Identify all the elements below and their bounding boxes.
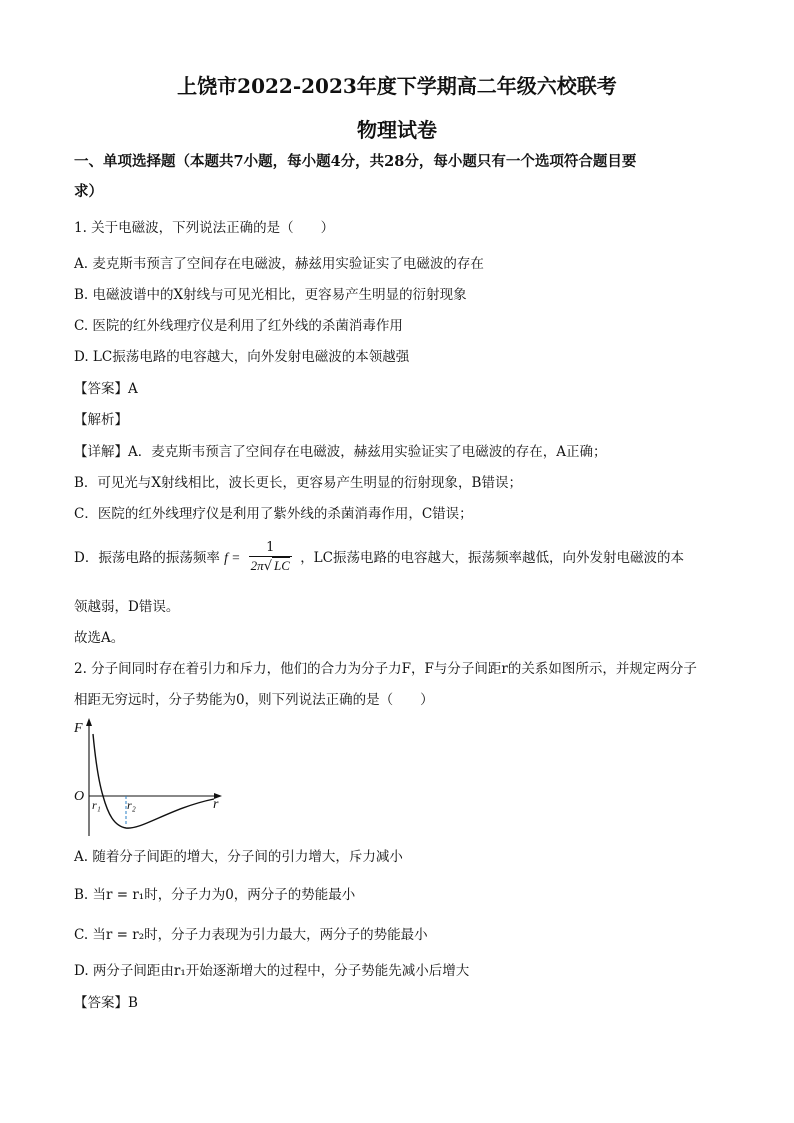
q1-answer — [74, 380, 138, 398]
formula-lhs: f = — [224, 550, 241, 565]
q1-conclusion: 故选A。 — [74, 630, 125, 646]
label-o: O — [74, 789, 85, 804]
detail-label: 【详解】 — [74, 444, 128, 460]
q1-option-b: B. 电磁波谱中的X射线与可见光相比，更容易产生明显的衍射现象 — [74, 287, 467, 303]
answer-label: 【答案】 — [74, 381, 128, 397]
q1-detail-a — [74, 443, 607, 461]
detail-a-text: A．麦克斯韦预言了空间存在电磁波，赫兹用实验证实了电磁波的存在，A正确； — [128, 444, 607, 460]
force-curve — [93, 734, 214, 828]
detail-d-post: ，LC振荡电路的电容越大，振荡频率越低，向外发射电磁波的本 — [300, 550, 684, 566]
formula-den-sqrt: LC — [273, 558, 290, 573]
q1-detail-d — [74, 540, 684, 576]
label-r2: r₂ — [127, 798, 136, 812]
exam-subtitle: 物理试卷 — [357, 118, 437, 142]
answer-label: 【答案】 — [74, 995, 128, 1011]
q1-detail-d-cont: 领越弱，D错误。 — [74, 599, 180, 615]
q1-option-a: A. 麦克斯韦预言了空间存在电磁波，赫兹用实验证实了电磁波的存在 — [74, 256, 484, 272]
formula-numerator: 1 — [249, 540, 292, 557]
answer-value: B — [128, 995, 138, 1011]
label-r: r — [213, 797, 219, 812]
q1-stem: 1. 关于电磁波，下列说法正确的是（ ） — [74, 220, 335, 236]
force-distance-figure — [70, 716, 230, 840]
section-heading-line2: 求） — [74, 183, 103, 200]
label-f: F — [74, 721, 83, 736]
q1-detail-c: C．医院的红外线理疗仪是利用了紫外线的杀菌消毒作用，C错误； — [74, 506, 473, 522]
q1-detail-b: B．可见光与X射线相比，波长更长，更容易产生明显的衍射现象，B错误； — [74, 475, 522, 491]
q2-stem-line2: 相距无穷远时，分子势能为0，则下列说法正确的是（ ） — [74, 692, 434, 708]
q2-answer — [74, 994, 138, 1012]
q2-option-a: A. 随着分子间距的增大，分子间的引力增大，斥力减小 — [74, 849, 403, 865]
f-axis-arrow — [86, 718, 92, 726]
formula-fraction — [249, 540, 292, 576]
section-heading-line1: 一、单项选择题（本题共7小题，每小题4分，共28分，每小题只有一个选项符合题目要 — [74, 153, 637, 170]
q2-stem-line1: 2. 分子间同时存在着引力和斥力，他们的合力为分子力F，F与分子间距r的关系如图所示，并规定两分子 — [74, 661, 697, 677]
detail-d-pre: D．振荡电路的振荡频率 — [74, 550, 220, 566]
q1-analysis-label: 【解析】 — [74, 412, 128, 428]
q2-option-b: B. 当r = r₁时，分子力为0，两分子的势能最小 — [74, 887, 356, 903]
exam-title: 上饶市2022-2023年度下学期高二年级六校联考 — [177, 74, 617, 98]
formula-den-pre: 2π — [250, 558, 264, 573]
formula-denominator: 2π√ LC — [250, 558, 290, 574]
q1-option-c: C. 医院的红外线理疗仪是利用了红外线的杀菌消毒作用 — [74, 318, 403, 334]
q1-option-d: D. LC振荡电路的电容越大，向外发射电磁波的本领越强 — [74, 349, 410, 365]
q2-option-c: C. 当r = r₂时，分子力表现为引力最大，两分子的势能最小 — [74, 927, 428, 943]
q2-option-d: D. 两分子间距由r₁开始逐渐增大的过程中，分子势能先减小后增大 — [74, 963, 470, 979]
label-r1: r₁ — [92, 798, 101, 812]
answer-value: A — [128, 381, 138, 397]
